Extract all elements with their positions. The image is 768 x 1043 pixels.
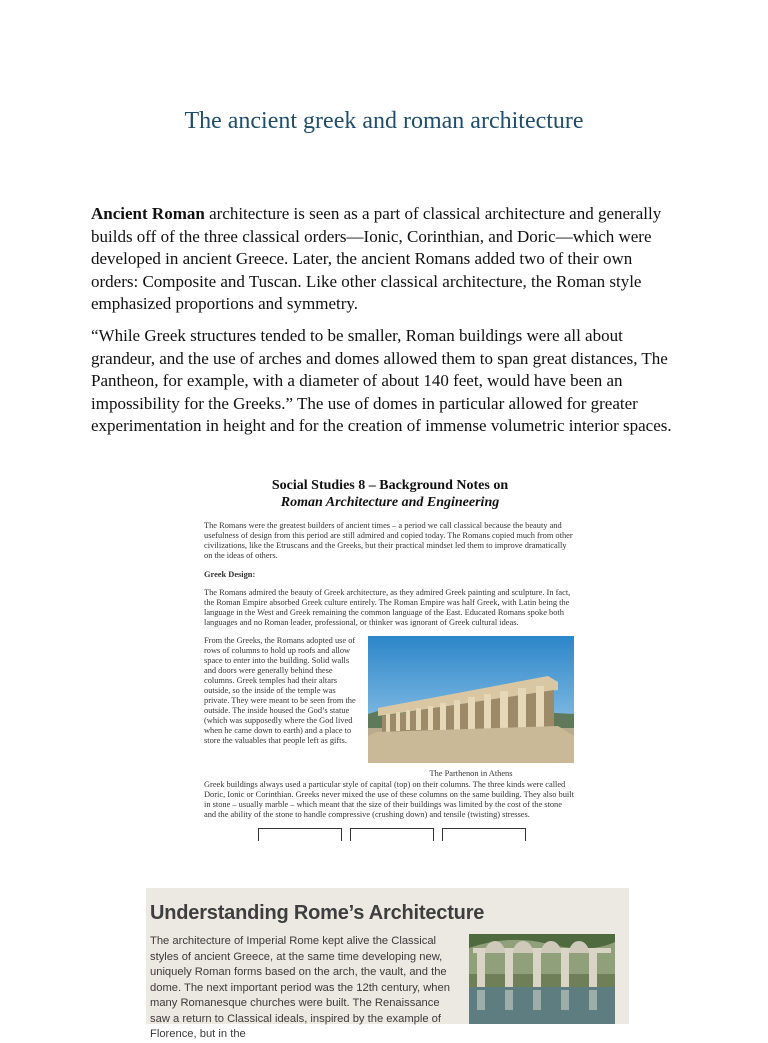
paragraph-text: architecture is seen as a part of classical architecture and generally builds off of the three classical orders—Ionic, Corinthian, and Doric—which were developed in ancient Greece. Later, the ancient Romans added two of their own orders: Composite and Tuscan. Like other classical architecture, the Roman style emphasized proportions and symmetry.: [91, 204, 662, 313]
ionic-frame: [350, 828, 434, 841]
rome-figure-title: Understanding Rome’s Architecture: [150, 902, 485, 924]
notes-capitals-paragraph: Greek buildings always used a particular style of capital (top) on their columns. The three kinds were called Doric, Ionic or Corinthian. Greeks never mixed the use of these columns on the same building. They also built in stone – usually marble – which meant that the size of their buildings was limited by the cost of the stone and the ability of the stone to handle compressive (crushing down) and tensile (twisting) stresses.: [204, 780, 574, 819]
parthenon-photo: [368, 636, 574, 763]
colonnade-photo: [469, 934, 615, 1024]
notes-intro: The Romans were the greatest builders of ancient times – a period we call classical because the beauty and usefulness of design from this period are still admired and copied today. The Romans copied much from other civilizations, like the Etruscans and the Greeks, but their practical mindset led them to improve dramatically on the ideas of others.: [204, 521, 573, 560]
page-title: The ancient greek and roman architecture: [184, 108, 584, 134]
paragraph-quote: “While Greek structures tended to be smaller, Roman buildings were all about grandeur, and the use of arches and domes allowed them to span great distances, The Pantheon, for example, with a diameter of about 140 feet, would have been an impossibility for the Greeks.” The use of domes in particular allowed for greater experimentation in height and for the creation of immense volumetric interior spaces.: [91, 326, 672, 435]
notes-greek-paragraph: The Romans admired the beauty of Greek architecture, as they admired Greek painting and sculpture. In fact, the Roman Empire absorbed Greek culture entirely. The Roman Empire was half Greek, with Latin being the language in the West and Greek remaining the common language of the East. Educated Romans spoke both languages and no Roman leader, professional, or thinker was ignorant of Greek cultural ideas.: [204, 588, 571, 627]
corinthian-frame: [442, 828, 526, 841]
column-diagram-frames: [258, 828, 576, 841]
rome-architecture-figure: [146, 888, 629, 1040]
photo-caption: The Parthenon in Athens: [429, 769, 513, 778]
bold-term: Ancient Roman: [91, 204, 205, 223]
paragraph-ancient-roman: [91, 203, 681, 316]
scanned-notes-figure: [204, 478, 576, 888]
notes-section-heading: Greek Design:: [204, 570, 256, 579]
doric-frame: [258, 828, 342, 841]
notes-columns-paragraph: From the Greeks, the Romans adopted use of rows of columns to hold up roofs and allow space to enter into the building. Solid walls and doors were generally behind these columns. Greek temples had their altars outside, so the inside of the temple was private. They were meant to be seen from the outside. The inside housed the God’s statue (which was supposedly where the God lived when he came down to earth) and a place to store the valuables that people left as gifts.: [204, 636, 356, 745]
notes-subheading: Roman Architecture and Engineering: [280, 495, 500, 510]
rome-figure-text: The architecture of Imperial Rome kept alive the Classical styles of ancient Greece, at the same time developing new, uniquely Roman forms based on the arch, the vault, and the dome. The next important period was the 12th century, when many Romanesque churches were built. The Renaissance saw a return to Classical ideals, inspired by the example of Florence, but in the: [150, 935, 450, 1040]
notes-heading: Social Studies 8 – Background Notes on: [271, 478, 509, 493]
